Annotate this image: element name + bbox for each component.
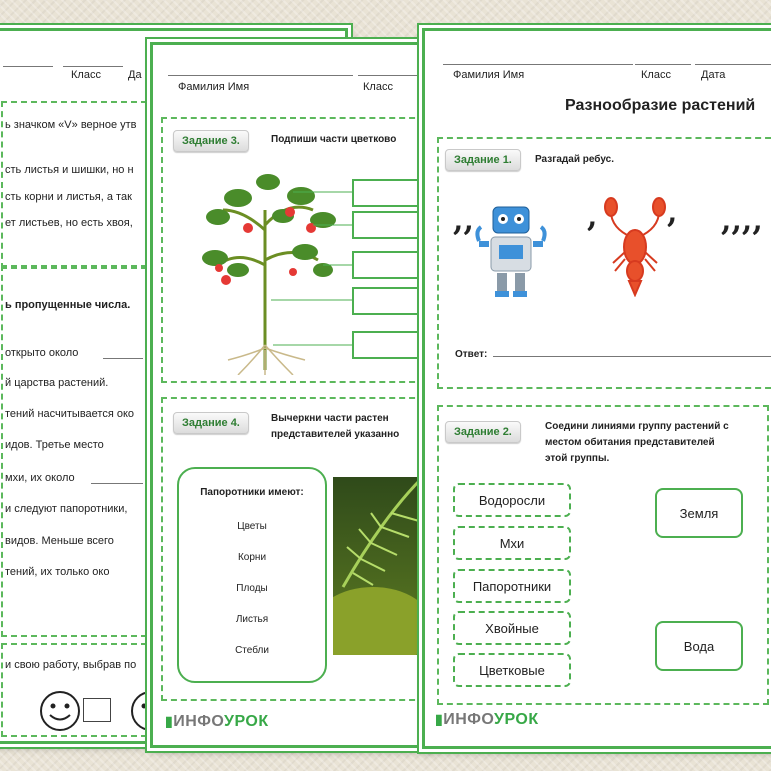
checkbox-1[interactable] xyxy=(83,698,111,722)
logo-prefix: ИНФО xyxy=(443,711,494,728)
task4-text-1: Вычеркни части растен xyxy=(271,413,389,424)
class-line xyxy=(358,75,418,76)
option-1: сть листья и шишки, но н xyxy=(5,164,134,176)
fill-line-3: тений насчитывается око xyxy=(5,408,135,420)
fill-line-6: и следуют папоротники, xyxy=(5,503,128,515)
rebus-comma-2: , xyxy=(587,199,598,234)
fern-item-4[interactable]: Листья xyxy=(235,614,269,625)
fern-item-5[interactable]: Стебли xyxy=(235,645,269,656)
worksheet-right xyxy=(422,28,771,749)
blank-1[interactable] xyxy=(103,358,143,359)
task4-label: Задание 4. xyxy=(173,412,249,434)
logo-suffix: УРОК xyxy=(223,713,269,730)
self-check-text: и свою работу, выбрав по xyxy=(5,659,137,671)
option-3: ет листьев, но есть хвоя, xyxy=(5,217,133,229)
task1-text: Разгадай ребус. xyxy=(535,154,614,165)
class-label: Класс xyxy=(363,81,393,93)
name-line xyxy=(443,64,633,65)
habitat-land[interactable]: Земля xyxy=(655,488,743,538)
task2-text-3: этой группы. xyxy=(545,453,610,464)
logo-suffix: УРОК xyxy=(493,711,539,728)
fill-line-8: тений, их только око xyxy=(5,566,110,578)
task1-label: Задание 1. xyxy=(445,149,521,171)
class-line xyxy=(635,64,691,65)
plant-diagram xyxy=(193,170,423,375)
task1-text: ь значком «V» верное утв xyxy=(5,119,137,131)
fern-features-card xyxy=(177,467,327,683)
name-label: Фамилия Имя xyxy=(453,69,525,81)
name-label: Фамилия Имя xyxy=(178,81,250,93)
answer-label: Ответ: xyxy=(455,349,488,360)
habitat-water[interactable]: Вода xyxy=(655,621,743,671)
task3-text: Подпиши части цветково xyxy=(271,134,397,145)
rebus-comma-1: ,, xyxy=(453,203,474,238)
fill-line-7: видов. Меньше всего xyxy=(5,535,114,547)
date-label: Да xyxy=(128,69,142,81)
fern-item-2[interactable]: Корни xyxy=(237,552,267,563)
fill-line-1: открыто около xyxy=(5,347,79,359)
name-line xyxy=(168,75,353,76)
task2-text-1: Соедини линиями группу растений с xyxy=(545,421,729,432)
fill-line-2: й царства растений. xyxy=(5,377,109,389)
task4-text-2: представителей указанно xyxy=(271,429,400,440)
answer-line[interactable] xyxy=(493,356,771,357)
group-mosses[interactable]: Мхи xyxy=(453,526,571,560)
task2-text: ь пропущенные числа. xyxy=(5,299,131,311)
fill-line-4: идов. Третье место xyxy=(5,439,104,451)
option-2: сть корни и листья, а так xyxy=(5,191,132,203)
robot-icon xyxy=(475,201,547,301)
fern-title: Папоротники имеют: xyxy=(200,487,304,498)
fill-line-5: мхи, их около xyxy=(5,472,75,484)
worksheet-middle xyxy=(150,42,431,748)
task2-label: Задание 2. xyxy=(445,421,521,443)
group-flowering[interactable]: Цветковые xyxy=(453,653,571,687)
task2-text-2: местом обитания представителей xyxy=(545,437,715,448)
name-line xyxy=(3,66,53,67)
date-label: Дата xyxy=(701,69,726,81)
class-label: Класс xyxy=(71,69,101,81)
date-line xyxy=(695,64,771,65)
fern-item-1[interactable]: Цветы xyxy=(237,521,267,532)
infourok-logo: ▮ИНФОУРОК xyxy=(435,711,539,728)
crayfish-icon xyxy=(599,197,671,297)
class-label: Класс xyxy=(641,69,671,81)
fern-photo xyxy=(333,477,425,655)
infourok-logo: ▮ИНФОУРОК xyxy=(165,713,269,730)
fern-item-3[interactable]: Плоды xyxy=(236,583,268,594)
logo-prefix: ИНФО xyxy=(173,713,224,730)
task3-label: Задание 3. xyxy=(173,130,249,152)
page-title: Разнообразие растений xyxy=(565,97,756,114)
group-algae[interactable]: Водоросли xyxy=(453,483,571,517)
group-ferns[interactable]: Папоротники xyxy=(453,569,571,603)
class-line xyxy=(63,66,123,67)
blank-2[interactable] xyxy=(91,483,143,484)
rebus-comma-4: ,,,, xyxy=(721,203,763,238)
group-conifers[interactable]: Хвойные xyxy=(453,611,571,645)
smiley-icon xyxy=(38,689,82,733)
rebus-comma-3: , xyxy=(667,195,678,230)
